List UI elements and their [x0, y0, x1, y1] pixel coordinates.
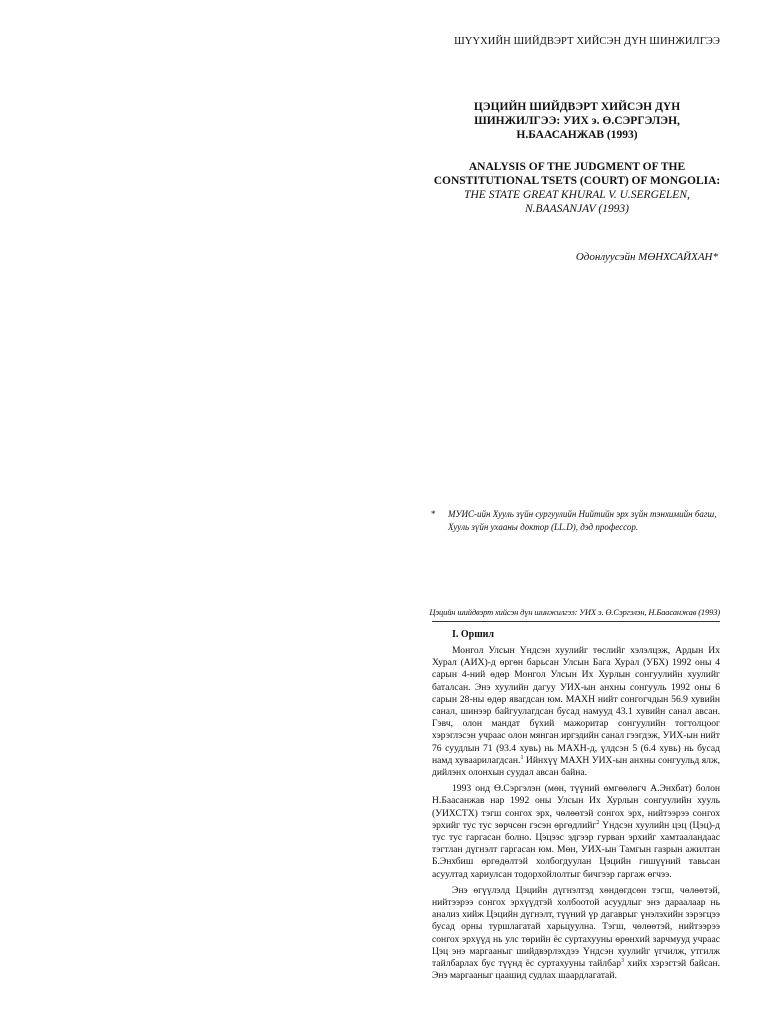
title-en-subtitle-line: THE STATE GREAT KHURAL V. U.SERGELEN,: [464, 189, 690, 201]
paragraph: [432, 783, 720, 881]
title-mn-line: ШИНЖИЛГЭЭ: УИХ э. Ө.СЭРГЭЛЭН,: [474, 115, 680, 127]
title-en-subtitle-line: N.BAASANJAV (1993): [525, 203, 629, 215]
footnote-text: МУИС-ийн Хууль зүйн сургуулийн Нийтийн эрх зүйн тэнхимийн багш, Хууль зүйн ухааны доктор (LL.D), дэд профессор.: [448, 509, 717, 532]
paragraph: [432, 885, 720, 983]
author-footnote: [433, 508, 719, 533]
second-running-head: Цэцийн шийдвэрт хийсэн дүн шинжилгээ: УИХ э. Ө.Сэргэлэн, Н.Баасанжав (1993): [429, 607, 720, 617]
body-text: [432, 645, 720, 1024]
running-head: ШҮҮХИЙН ШИЙДВЭРТ ХИЙСЭН ДҮН ШИНЖИЛГЭЭ: [454, 36, 720, 47]
footnote-ref: 2: [596, 819, 600, 826]
footnote-ref: 1: [520, 754, 524, 761]
paragraph-text: Энэ өгүүлэлд Цэцийн дүгнэлтэд хөндөгдсөн тэгш, чөлөөтэй, нийтээрээ сонгох эрхүүдтэй холбоотой асуудлыг энэ дараалаар нь анализ хийж Цэцийн дүгнэлт, түүний үр дагаврыг үнэлэхийн зэрэгцээ бусад орны туршлагатай харьцуулна. Тэгш, чөлөөтэй, нийтээрээ сонгох эрхүүд нь улс төрийн ёс суртахууны өрөнхий зарчмууд учраас Цэц энэ маргааныг шийдвэрлэхдээ Үндсэн хуулийг үгчилж, утгилж тайлбарлах бус түүнд ёс суртахууны тайлбар: [432, 884, 720, 970]
title-en-line: CONSTITUTIONAL TSETS (COURT) OF MONGOLIA:: [433, 175, 721, 187]
title-en-line: ANALYSIS OF THE JUDGMENT OF THE: [468, 161, 686, 173]
paragraph: [432, 645, 720, 779]
section-heading: I. Оршил: [452, 629, 495, 640]
author-name: Одонлуусэйн МӨНХСАЙХАН*: [575, 251, 718, 263]
paragraph-text: Үндсэн хуулийн цэц (Цэц)-д тус тус гаргасан болно. Цэцээс эдгээр гурван эрхийг хамтааландаас тэгтлан дүгнэлт гаргасан юм. Мөн, УИХ-ын Тамгын газрын ажилтан Б.Энхбиш өргөдөлтэй холбогдуулан Цэцийн гишүүний тавьсан асуултад хариулсан тодорхойлолтыг бичгээр гаргаж өгчээ.: [432, 819, 720, 880]
title-mn-line: ЦЭЦИЙН ШИЙДВЭРТ ХИЙСЭН ДҮН: [473, 101, 681, 113]
footnote-ref: 3: [621, 957, 625, 964]
title-english: [410, 160, 744, 216]
paragraph-text: хийх хэрэгтэй байсан. Энэ маргааныг цаашид судлах шаардлагатай.: [432, 958, 720, 982]
paragraph-text: Ийнхүү МАХН УИХ-ын анхны сонгуульд ялж, дийлэнх олонхын суудал авсан байна.: [432, 754, 720, 779]
paragraph-text: 1993 онд Ө.Сэргэлэн (мөн, түүний өмгөөлөгч А.Энхбат) болон Н.Баасанжав нар 1992 оны Улсын Их Хурлын сонгуулийн хууль (УИХСТХ) тэгш сонгох эрх, чөлөөтэй сонгох эрх, нийтээрээ сонгох эрхийг тус тус зөрчсөн гэсэн өргөдлийг: [432, 783, 720, 831]
footnote-mark: *: [431, 509, 436, 519]
header-rule: [432, 621, 720, 622]
title-mn-line: Н.БААСАНЖАВ (1993): [516, 129, 638, 141]
paragraph-text: Монгол Улсын Үндсэн хуулийг төслийг хэлэлцэж, Ардын Их Хурал (АИХ)-д өргөн барьсан Улсын Бага Хурал (УБХ) 1992 оны 4 сарын 4-ний өдөр Монгол Улсын Их Хурлын сонгуулийн хуулийг баталсан. Энэ хуулийн дагуу УИХ-ын анхны сонгууль 1992 оны 6 сарын 28-ны өдөр явагдсан юм. МАХН нийт сонгогчдын 56.9 хувийн санал, шинээр байгуулагдсан бусад намууд 43.1 хувийн санал авсан. Гэвч, олон мандат бүхий мажоритар сонгуулийн тогтолцоог хэрэглэсэн учраас олон мянган иргэдийн санал гээгдэж, УИХ-ын нийт 76 суудлын 71 (93.4 хувь) нь МАХН-д, үлдсэн 5 (6.4 хувь) нь бусад намд хуваарилагдсан.: [432, 645, 720, 766]
title-mongolian: [410, 100, 744, 142]
